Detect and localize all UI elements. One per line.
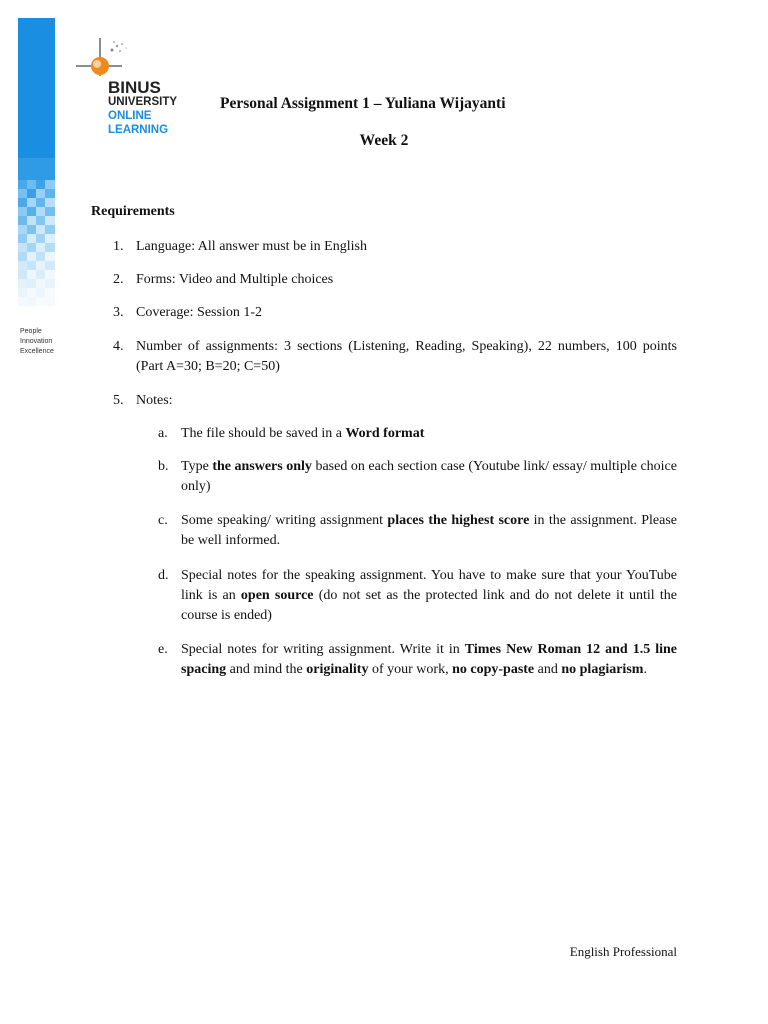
list-number: 2. <box>113 272 124 287</box>
list-item: Notes: <box>136 393 173 408</box>
logo-online-text: ONLINE <box>108 110 152 122</box>
list-number: 1. <box>113 239 124 254</box>
note-letter: c. <box>158 513 168 528</box>
note-text: of your work, <box>368 662 453 677</box>
footer-course-name: English Professional <box>569 944 677 959</box>
note-emphasis: Word format <box>345 426 425 441</box>
note-text: Special notes for writing assignment. Write it in <box>181 642 465 657</box>
tagline-line: People <box>20 328 42 335</box>
requirements-heading: Requirements <box>91 204 175 219</box>
note-text: based on each section case (Youtube link/ essay/ multiple choice only) <box>181 459 677 494</box>
note-item <box>181 457 677 497</box>
note-item <box>181 566 677 626</box>
note-emphasis: places the highest score <box>387 513 530 528</box>
logo-learning-text: LEARNING <box>108 124 169 136</box>
note-letter: d. <box>158 568 169 583</box>
note-text: . <box>643 662 647 677</box>
list-item: Number of assignments: 3 sections (Listening, Reading, Speaking), 22 numbers, 100 points (Part A=30; B=20; C=50) <box>136 339 677 374</box>
list-number: 4. <box>113 339 124 354</box>
note-text: in the assignment. Please be well informed. <box>181 513 677 548</box>
note-text: (do not set as the protected link and do not delete it until the course is ended) <box>181 588 677 623</box>
note-letter: a. <box>158 426 168 441</box>
note-emphasis: no plagiarism <box>561 662 644 677</box>
note-emphasis: no copy-paste <box>452 662 535 677</box>
week-label: Week 2 <box>359 132 409 149</box>
note-item <box>181 511 677 551</box>
list-item: Forms: Video and Multiple choices <box>136 272 334 287</box>
list-number: 5. <box>113 393 124 408</box>
tagline-line: Excellence <box>20 348 54 355</box>
note-text: The file should be saved in a <box>181 426 346 441</box>
sidebar-decoration <box>18 18 55 308</box>
note-text: Some speaking/ writing assignment <box>181 513 388 528</box>
document-subtitle <box>0 132 768 150</box>
list-number: 3. <box>113 305 124 320</box>
list-item: Coverage: Session 1-2 <box>136 305 262 320</box>
note-text: and mind the <box>226 662 307 677</box>
note-emphasis: open source <box>240 588 314 603</box>
tagline-line: Innovation <box>20 338 53 345</box>
document-title: Personal Assignment 1 – Yuliana Wijayanti <box>220 95 506 112</box>
note-item <box>181 640 677 680</box>
note-letter: b. <box>158 459 169 474</box>
note-emphasis: the answers only <box>212 459 312 474</box>
note-emphasis: originality <box>306 662 369 677</box>
list-item: Language: All answer must be in English <box>136 239 367 254</box>
note-item <box>181 424 677 444</box>
note-text: and <box>534 662 562 677</box>
note-text: Special notes for the speaking assignment. You have to make sure that your YouTube link is an <box>181 568 677 603</box>
sidebar-mosaic <box>18 18 55 308</box>
note-text: Type <box>181 459 213 474</box>
note-letter: e. <box>158 642 168 657</box>
note-emphasis: Times New Roman 12 and 1.5 line spacing <box>181 642 677 677</box>
university-tagline <box>20 327 54 357</box>
logo-binus-text: BINUS <box>108 78 161 97</box>
binus-logo <box>72 36 192 146</box>
logo-university-text: UNIVERSITY <box>108 96 178 108</box>
